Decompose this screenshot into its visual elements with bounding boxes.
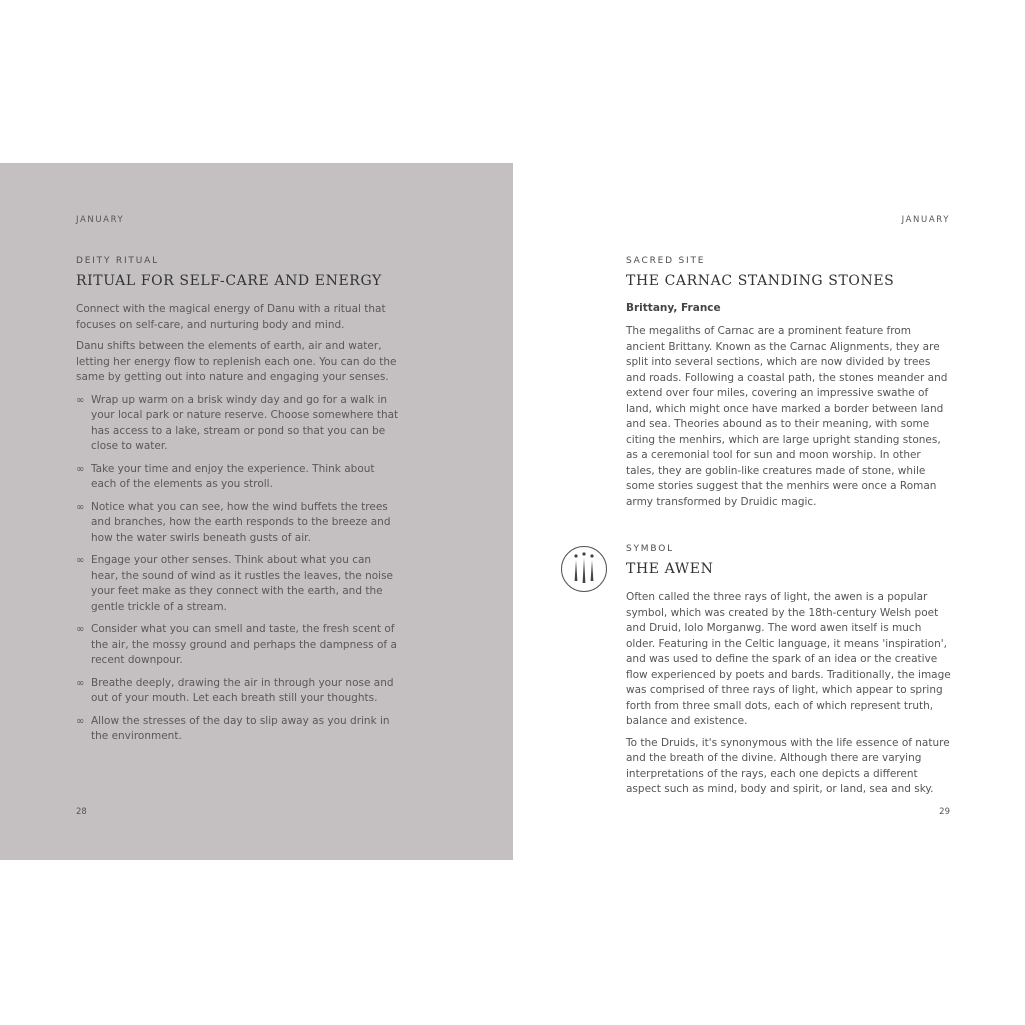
infinity-bullet-icon: ∞ — [76, 394, 85, 406]
list-item — [76, 553, 400, 615]
awen-icon — [560, 545, 608, 593]
right-page — [513, 163, 1025, 860]
list-item — [76, 462, 400, 493]
list-item-text: Engage your other senses. Think about what you can hear, the sound of wind as it rustles the leaves, the noise your feet make as they connect with the earth, and the gentle trickle of a stream. — [91, 554, 393, 613]
body-paragraph: The megaliths of Carnac are a prominent feature from ancient Brittany. Known as the Carnac Alignments, they are split into several sections, which are now divided by trees and roads. Following a coastal path, the stones meander and extend over four miles, covering an impressive swathe of land, which might once have marked a border between land and sea. Theories abound as to their meaning, with some citing the menhirs, which are large upright standing stones, as a ceremonial tool for sun and moon worship. In other tales, they are goblin-like creatures made of stone, while some stories suggest that the menhirs were once a Roman army transformed by Druidic magic. — [626, 325, 948, 508]
infinity-bullet-icon: ∞ — [76, 555, 85, 566]
section-kicker: SACRED SITE — [626, 256, 706, 266]
list-item-text: Notice what you can see, how the wind buffets the trees and branches, how the earth responds to the breeze and how the water swirls beneath gusts of air. — [91, 500, 391, 544]
infinity-bullet-icon: ∞ — [76, 715, 85, 727]
symbol-section — [626, 544, 952, 804]
list-item-text: Allow the stresses of the day to slip away as you drink in the environment. — [91, 714, 390, 742]
intro-paragraph: Connect with the magical energy of Danu with a ritual that focuses on self-care, and nurturing body and mind. — [76, 303, 386, 331]
left-page — [0, 163, 513, 860]
list-item — [76, 622, 400, 669]
infinity-bullet-icon: ∞ — [76, 501, 85, 513]
body-paragraph: Often called the three rays of light, the awen is a popular symbol, which was created by the 18th-century Welsh poet and Druid, Iolo Morganwg. The word awen itself is much older. Featuring in the Celtic language, it means 'inspiration', and was used to define the spark of an idea or the creative flow experienced by poets and bards. Traditionally, the image was comprised of three rays of light, which appear to spring forth from three small dots, each of which represent truth, balance and existence. — [626, 591, 951, 727]
running-head-right: JANUARY — [901, 215, 950, 225]
ritual-section — [76, 256, 400, 752]
section-heading: RITUAL FOR SELF-CARE AND ENERGY — [76, 273, 382, 289]
list-item-text: Wrap up warm on a brisk windy day and go for a walk in your local park or nature reserve. Choose somewhere that has access to a lake, stream or pond so that you can be close to water. — [91, 393, 399, 452]
infinity-bullet-icon: ∞ — [76, 677, 85, 689]
sacred-site-section — [626, 256, 952, 516]
page-number-right: 29 — [939, 807, 950, 817]
section-heading: THE AWEN — [626, 561, 714, 577]
section-kicker: DEITY RITUAL — [76, 256, 159, 266]
section-heading: THE CARNAC STANDING STONES — [626, 273, 895, 289]
ritual-steps-list — [76, 393, 400, 745]
list-item — [76, 393, 400, 455]
intro-paragraph: Danu shifts between the elements of earth, air and water, letting her energy flow to replenish each one. You can do the same by getting out into nature and engaging your senses. — [76, 340, 397, 383]
list-item — [76, 714, 400, 745]
list-item — [76, 500, 400, 547]
infinity-bullet-icon: ∞ — [76, 463, 85, 475]
section-kicker: SYMBOL — [626, 544, 674, 554]
book-spread — [0, 163, 1025, 860]
list-item-text: Consider what you can smell and taste, the fresh scent of the air, the mossy ground and perhaps the dampness of a recent downpour. — [91, 623, 397, 666]
body-paragraph: To the Druids, it's synonymous with the life essence of nature and the breath of the divine. Although there are varying interpretations of the rays, each one depicts a different aspect such as mind, body and spirit, or land, sea and sky. — [626, 736, 950, 795]
list-item — [76, 676, 400, 707]
location-subheading: Brittany, France — [626, 302, 721, 314]
list-item-text: Take your time and enjoy the experience. Think about each of the elements as you stroll. — [91, 462, 375, 490]
list-item-text: Breathe deeply, drawing the air in through your nose and out of your mouth. Let each breath still your thoughts. — [91, 676, 394, 704]
running-head-left: JANUARY — [76, 215, 125, 225]
infinity-bullet-icon: ∞ — [76, 624, 85, 635]
page-number-left: 28 — [76, 807, 87, 817]
